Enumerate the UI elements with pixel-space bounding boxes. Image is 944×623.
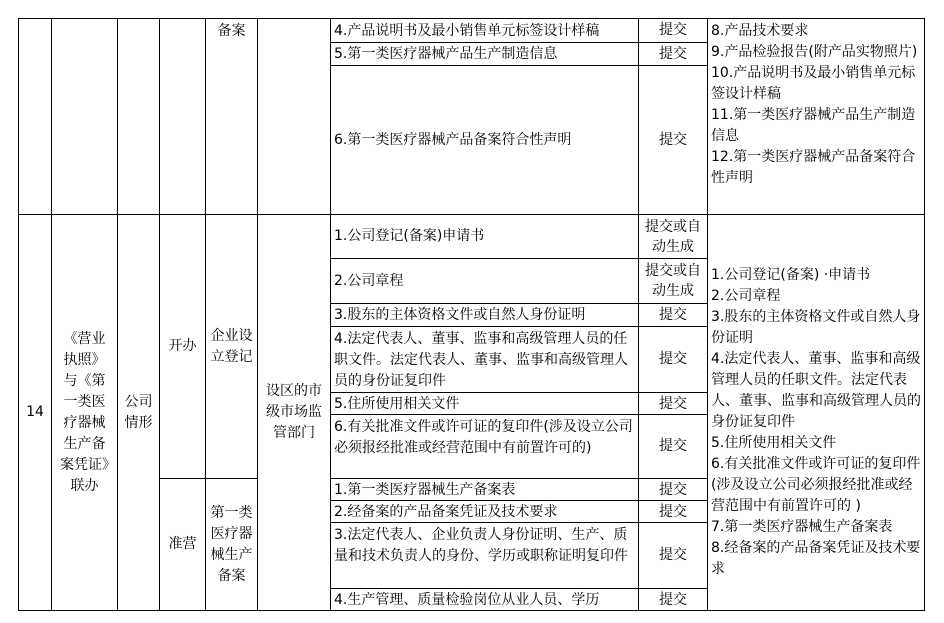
method-cell: 提交 — [638, 522, 708, 589]
substage-open: 企业设立登记 — [205, 214, 258, 479]
method-cell: 提交或自动生成 — [638, 214, 708, 259]
upper-method-6: 提交 — [638, 65, 708, 215]
material-row: 2.经备案的产品备案凭证及技术要求 — [330, 500, 639, 523]
upper-col-2 — [51, 18, 118, 215]
stage-operate: 准营 — [159, 478, 206, 611]
upper-material-4: 4.产品说明书及最小销售单元标签设计样稿 — [330, 18, 639, 43]
upper-col-6 — [257, 18, 331, 215]
method-cell: 提交 — [638, 414, 708, 479]
material-row: 4.生产管理、质量检验岗位从业人员、学历 — [330, 588, 639, 611]
upper-col-4 — [159, 18, 206, 215]
material-row: 5.住所使用相关文件 — [330, 392, 639, 415]
material-row: 4.法定代表人、董事、监事和高级管理人员的任职文件。法定代表人、董事、监事和高级管理人员的身份证复印件 — [330, 326, 639, 393]
row-number: 14 — [18, 214, 52, 611]
method-cell: 提交 — [638, 588, 708, 611]
method-cell: 提交 — [638, 500, 708, 523]
method-cell: 提交 — [638, 303, 708, 327]
method-cell: 提交 — [638, 478, 708, 501]
material-row: 3.股东的主体资格文件或自然人身份证明 — [330, 303, 639, 327]
substage-operate: 第一类医疗器械生产备案 — [205, 478, 258, 611]
material-row: 6.有关批准文件或许可证的复印件(涉及设立公司必须报经批准或经营范围中有前置许可的) — [330, 414, 639, 479]
upper-col-5-label: 备案 — [205, 18, 258, 215]
material-row: 1.公司登记(备案)申请书 — [330, 214, 639, 259]
upper-material-6: 6.第一类医疗器械产品备案符合性声明 — [330, 65, 639, 215]
row14-summary: 1.公司登记(备案) ·申请书 2.公司章程 3.股东的主体资格文件或自然人身份证明 4.法定代表人、董事、监事和高级管理人员的任职文件。法定代表人、董事、监事和高级管理人员的身份证复印件 5.住所使用相关文件 6.有关批准文件或许可证的复印件(涉及设立公司必须报经批准或经营范围中有前置许可的 ) 7.第一类医疗器械生产备案表 8.经备案的产品备案凭证及技术要求 — [707, 214, 925, 611]
upper-col-3 — [117, 18, 160, 215]
method-cell: 提交 — [638, 326, 708, 393]
upper-summary: 8.产品技术要求 9.产品检验报告(附产品实物照片) 10.产品说明书及最小销售单元标签设计样稿 11.第一类医疗器械产品生产制造信息 12.第一类医疗器械产品备案符合性声明 — [707, 18, 925, 215]
stage-open: 开办 — [159, 214, 206, 479]
upper-method-5: 提交 — [638, 42, 708, 66]
material-row: 2.公司章程 — [330, 258, 639, 304]
scenario: 公司情形 — [117, 214, 160, 611]
upper-col-1 — [18, 18, 52, 215]
method-cell: 提交或自动生成 — [638, 258, 708, 304]
material-row: 3.法定代表人、企业负责人身份证明、生产、质量和技术负责人的身份、学历或职称证明复印件 — [330, 522, 639, 589]
department: 设区的市级市场监管部门 — [257, 214, 331, 611]
material-row: 1.第一类医疗器械生产备案表 — [330, 478, 639, 501]
upper-material-5: 5.第一类医疗器械产品生产制造信息 — [330, 42, 639, 66]
item-name: 《营业执照》与《第一类医疗器械生产备案凭证》联办 — [51, 214, 118, 611]
upper-method-4: 提交 — [638, 18, 708, 43]
method-cell: 提交 — [638, 392, 708, 415]
